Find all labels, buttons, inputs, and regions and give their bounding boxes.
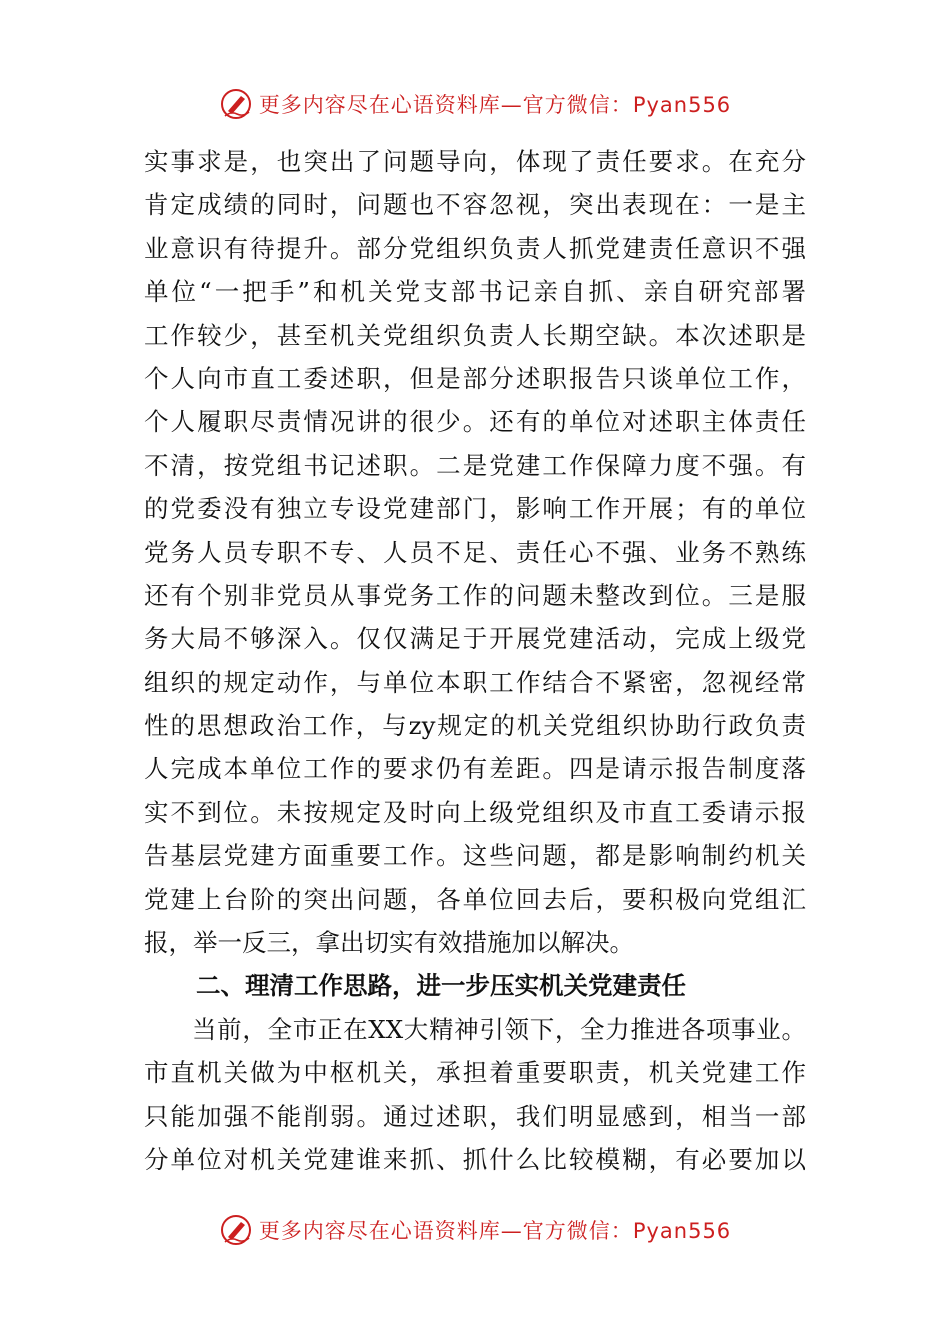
text-line-content: 分单位对机关党建谁来抓、抓什么比较模糊，有必要加以 xyxy=(144,1144,806,1174)
text-line xyxy=(144,1095,824,1138)
text-line-content: 党务人员专职不专、人员不足、责任心不强、业务不熟练 xyxy=(144,537,806,567)
text-line-content: 实事求是，也突出了问题导向，体现了责任要求。在充分 xyxy=(144,147,806,176)
text-line xyxy=(144,834,824,877)
text-line xyxy=(144,140,824,183)
text-line xyxy=(144,704,824,747)
header-watermark-banner xyxy=(0,82,950,126)
text-line xyxy=(144,444,824,487)
text-line-content: 务大局不够深入。仅仅满足于开展党建活动，完成上级党 xyxy=(144,624,806,654)
pen-writing-logo-icon xyxy=(219,1213,253,1247)
text-line-content: 组织的规定动作，与单位本职工作结合不紧密，忽视经常 xyxy=(144,667,806,697)
text-line-content: 实不到位。未按规定及时向上级党组织及市直工委请示报 xyxy=(144,797,806,827)
text-line xyxy=(144,574,824,617)
text-line-content: 当前，全市正在XX大精神引领下，全力推进各项事业。 xyxy=(192,1014,806,1044)
text-line xyxy=(144,314,824,357)
text-line xyxy=(144,400,824,443)
pen-writing-logo-icon xyxy=(219,87,253,121)
text-line xyxy=(144,227,824,270)
document-body xyxy=(144,140,824,1181)
paragraph-continued xyxy=(144,140,824,964)
text-line xyxy=(144,270,824,313)
banner-label: 更多内容尽在心语资料库—官方微信： xyxy=(258,93,633,117)
text-line-content: 个人履职尽责情况讲的很少。还有的单位对述职主体责任 xyxy=(144,407,806,437)
text-line-content: 个人向市直工委述职，但是部分述职报告只谈单位工作， xyxy=(144,363,806,393)
text-line-content: 市直机关做为中枢机关，承担着重要职责，机关党建工作 xyxy=(144,1058,806,1088)
text-line xyxy=(144,878,824,921)
text-line-content: 党建上台阶的突出问题，各单位回去后，要积极向党组汇 xyxy=(144,884,806,914)
footer-watermark-banner xyxy=(0,1208,950,1252)
text-line xyxy=(144,747,824,790)
text-line-content: 只能加强不能削弱。通过述职，我们明显感到，相当一部 xyxy=(144,1101,806,1131)
text-line xyxy=(144,1051,824,1094)
text-line-content: 告基层党建方面重要工作。这些问题，都是影响制约机关 xyxy=(144,841,806,871)
text-line xyxy=(144,357,824,400)
text-line xyxy=(144,1008,824,1051)
banner-text xyxy=(259,1215,731,1245)
text-line xyxy=(144,1138,824,1181)
text-line-content: 的党委没有独立专设党建部门，影响工作开展；有的单位 xyxy=(144,494,806,524)
text-line-content: 还有个别非党员从事党务工作的问题未整改到位。三是服 xyxy=(144,580,806,610)
banner-label: 更多内容尽在心语资料库—官方微信： xyxy=(258,1219,633,1243)
text-line-content: 单位“一把手”和机关党支部书记亲自抓、亲自研究部署 xyxy=(144,277,806,307)
section-paragraph xyxy=(144,1008,824,1182)
text-line-content: 不清，按党组书记述职。二是党建工作保障力度不强。有 xyxy=(144,450,806,480)
banner-text xyxy=(259,89,731,119)
text-line xyxy=(144,921,824,964)
text-line xyxy=(144,661,824,704)
text-line xyxy=(144,487,824,530)
text-line xyxy=(144,791,824,834)
text-line xyxy=(144,183,824,226)
banner-contact: Pyan556 xyxy=(632,1219,732,1243)
text-line-content: 人完成本单位工作的要求仍有差距。四是请示报告制度落 xyxy=(144,754,806,784)
text-line-content: 性的思想政治工作，与zy规定的机关党组织协助行政负责 xyxy=(144,711,806,741)
banner-contact: Pyan556 xyxy=(632,93,732,117)
text-line xyxy=(144,617,824,660)
section-heading: 二、理清工作思路，进一步压实机关党建责任 xyxy=(196,971,686,1001)
text-line xyxy=(144,531,824,574)
text-line-content: 业意识有待提升。部分党组织负责人抓党建责任意识不强 xyxy=(144,233,806,263)
text-line-content: 工作较少，甚至机关党组织负责人长期空缺。本次述职是 xyxy=(144,320,806,350)
text-line-content: 肯定成绩的同时，问题也不容忽视，突出表现在：一是主 xyxy=(144,190,806,220)
text-line-content: 报，举一反三，拿出切实有效措施加以解决。 xyxy=(144,928,634,958)
